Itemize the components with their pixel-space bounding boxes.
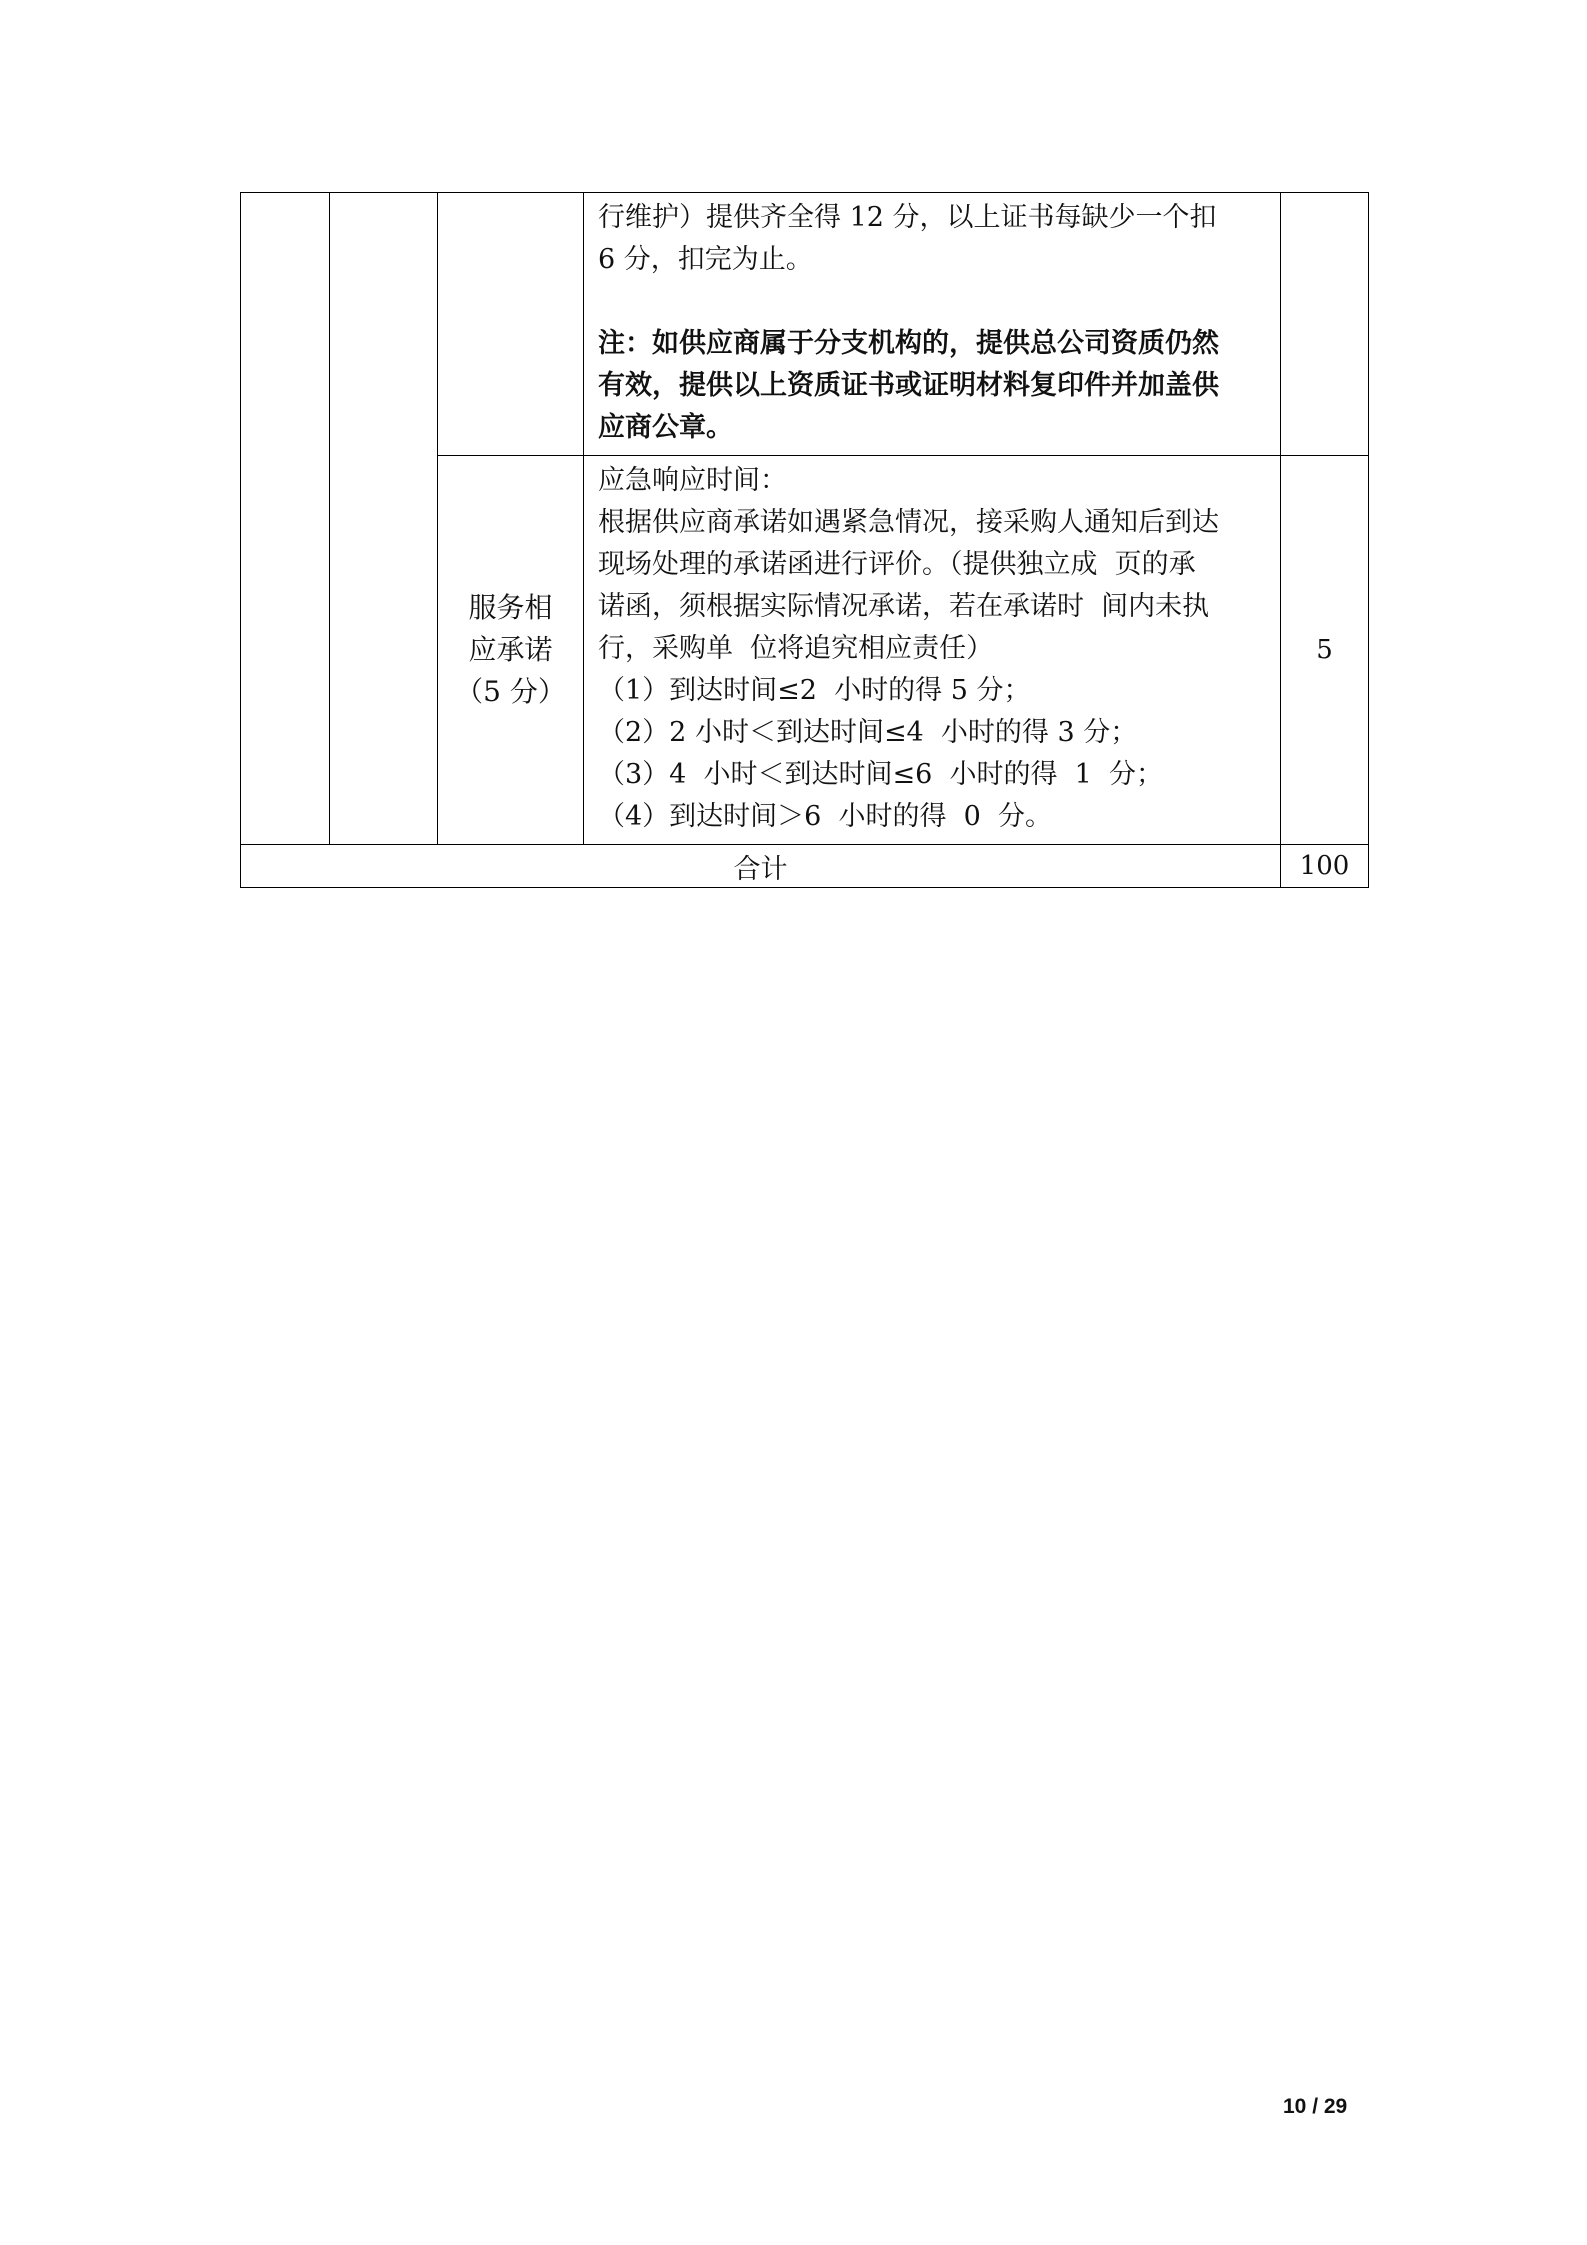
total-score: 100 <box>1281 845 1369 888</box>
total-row <box>241 845 1369 888</box>
content-line: （1）到达时间≤2 小时的得 5 分； <box>598 675 1031 706</box>
spacer <box>598 281 1268 323</box>
content-line: 6 分，扣完为止。 <box>598 244 813 275</box>
empty-score-cell <box>1281 193 1369 456</box>
content-line: （2）2 小时＜到达时间≤4 小时的得 3 分； <box>598 717 1138 748</box>
page-number: 10 / 29 <box>1283 2095 1348 2118</box>
category-line: （5 分） <box>455 675 566 708</box>
category-cell <box>438 456 584 845</box>
content-line: 行维护）提供齐全得 12 分，以上证书每缺少一个扣 <box>598 202 1217 233</box>
total-label: 合计 <box>241 845 1281 888</box>
scoring-table <box>240 192 1369 888</box>
category-line: 服务相 <box>468 591 553 624</box>
content-cell <box>584 456 1281 845</box>
content-line: 行，采购单 位将追究相应责任） <box>598 633 994 664</box>
content-line: （4）到达时间＞6 小时的得 0 分。 <box>598 801 1053 832</box>
table-row <box>241 193 1369 456</box>
note-line: 有效，提供以上资质证书或证明材料复印件并加盖供 <box>598 370 1219 401</box>
empty-cell-col2 <box>330 193 438 845</box>
content-line: （3）4 小时＜到达时间≤6 小时的得 1 分； <box>598 759 1163 790</box>
empty-cell-col3 <box>438 193 584 456</box>
content-line: 诺函，须根据实际情况承诺，若在承诺时 间内未执 <box>598 591 1210 622</box>
empty-cell-col1 <box>241 193 330 845</box>
score-cell: 5 <box>1281 456 1369 845</box>
content-line: 应急响应时间： <box>598 465 787 496</box>
note-line: 注：如供应商属于分支机构的，提供总公司资质仍然 <box>598 328 1219 359</box>
category-line: 应承诺 <box>468 633 553 666</box>
content-line: 现场处理的承诺函进行评价。（提供独立成 页的承 <box>598 549 1196 580</box>
content-cell <box>584 193 1281 456</box>
content-line: 根据供应商承诺如遇紧急情况，接采购人通知后到达 <box>598 507 1219 538</box>
note-line: 应商公章。 <box>598 412 733 443</box>
